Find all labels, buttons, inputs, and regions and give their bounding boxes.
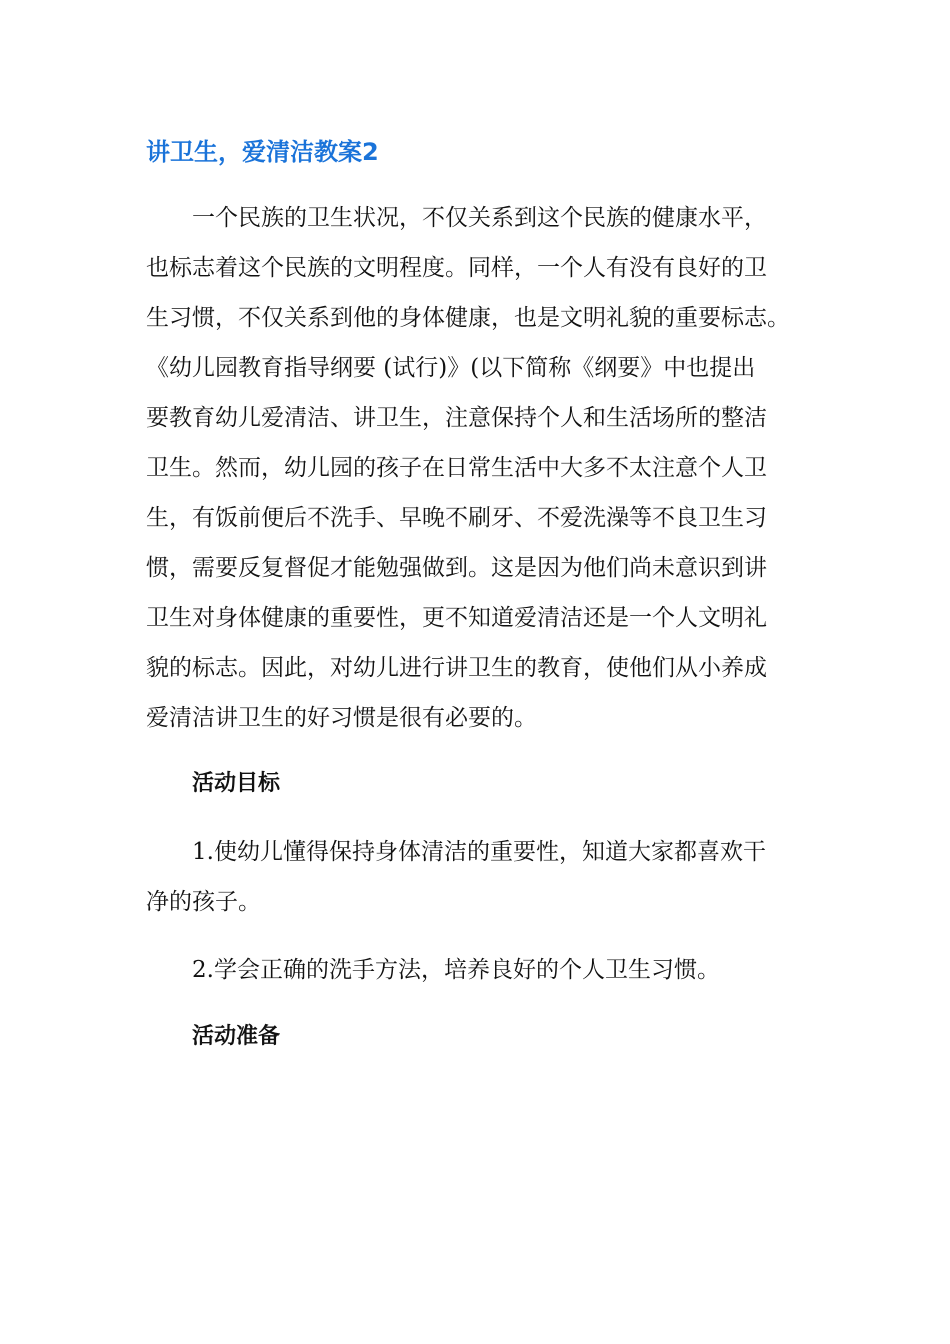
intro-paragraph <box>146 193 806 743</box>
paragraph-line: 卫生。然而，幼儿园的孩子在日常生活中大多不太注意个人卫 <box>146 455 767 481</box>
paragraph-line: 生习惯，不仅关系到他的身体健康，也是文明礼貌的重要标志。 <box>146 305 790 331</box>
goal-item-1 <box>146 827 806 927</box>
paragraph-line: 也标志着这个民族的文明程度。同样，一个人有没有良好的卫 <box>146 255 767 281</box>
paragraph-line: 惯，需要反复督促才能勉强做到。这是因为他们尚未意识到讲 <box>146 555 767 581</box>
paragraph-line: 2.学会正确的洗手方法，培养良好的个人卫生习惯。 <box>192 957 720 983</box>
document-title: 讲卫生，爱清洁教案2 <box>146 138 379 166</box>
goal-item-2 <box>146 945 806 995</box>
paragraph-line: 要教育幼儿爱清洁、讲卫生，注意保持个人和生活场所的整洁 <box>146 405 767 431</box>
paragraph-line: 爱清洁讲卫生的好习惯是很有必要的。 <box>146 705 537 731</box>
section-heading-goals: 活动目标 <box>192 771 281 796</box>
paragraph-line: 《幼儿园教育指导纲要 (试行)》(以下简称《纲要》中也提出 <box>146 355 756 381</box>
paragraph-line: 1.使幼儿懂得保持身体清洁的重要性，知道大家都喜欢干 <box>192 839 766 865</box>
paragraph-line: 一个民族的卫生状况，不仅关系到这个民族的健康水平， <box>192 205 767 231</box>
paragraph-line: 卫生对身体健康的重要性，更不知道爱清洁还是一个人文明礼 <box>146 605 767 631</box>
paragraph-line: 生，有饭前便后不洗手、早晚不刷牙、不爱洗澡等不良卫生习 <box>146 505 767 531</box>
paragraph-line: 净的孩子。 <box>146 889 261 915</box>
paragraph-line: 貌的标志。因此，对幼儿进行讲卫生的教育，使他们从小养成 <box>146 655 767 681</box>
section-heading-prep: 活动准备 <box>192 1024 281 1049</box>
